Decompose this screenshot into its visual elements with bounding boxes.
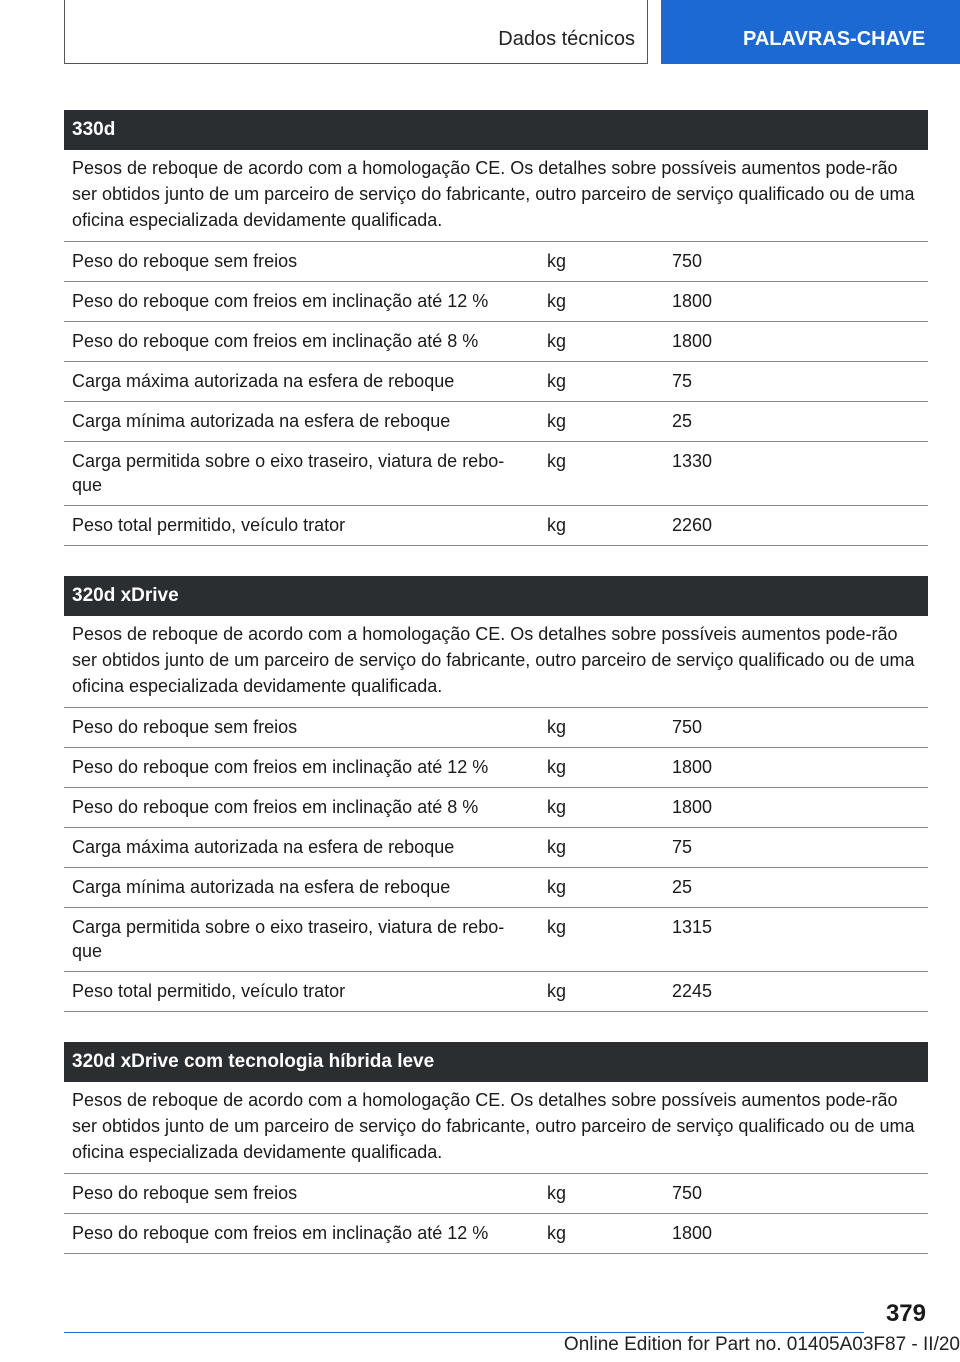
row-value: 1800 xyxy=(672,291,713,311)
table-row xyxy=(64,1174,928,1214)
table-row xyxy=(64,442,928,506)
footer-edition: Online Edition for Part no. 01405A03F87 - II/20 xyxy=(563,1334,960,1355)
row-label: Peso do reboque sem freios xyxy=(72,251,298,271)
table-row xyxy=(64,1214,928,1254)
table-row xyxy=(64,868,928,908)
row-label: Carga permitida sobre o eixo traseiro, viatura de rebo‐que xyxy=(72,451,505,495)
row-value: 750 xyxy=(672,251,703,271)
section-title: 320d xDrive xyxy=(64,576,928,616)
row-unit: kg xyxy=(547,451,567,471)
row-unit: kg xyxy=(547,1223,567,1243)
table-row xyxy=(64,402,928,442)
table-row xyxy=(64,908,928,972)
row-label: Peso do reboque com freios em inclinação até 12 % xyxy=(72,1223,489,1243)
row-value: 1315 xyxy=(672,917,713,937)
row-unit: kg xyxy=(547,917,567,937)
content xyxy=(64,110,928,1284)
row-unit: kg xyxy=(547,291,567,311)
table-row xyxy=(64,282,928,322)
row-value: 2260 xyxy=(672,515,713,535)
row-value: 1800 xyxy=(672,1223,713,1243)
row-value: 25 xyxy=(672,877,693,897)
section-title: 330d xyxy=(64,110,928,150)
row-unit: kg xyxy=(547,757,567,777)
table-row xyxy=(64,748,928,788)
section-330d xyxy=(64,110,928,546)
page-number: 379 xyxy=(885,1300,926,1327)
table-row xyxy=(64,828,928,868)
row-unit: kg xyxy=(547,797,567,817)
section-title: 320d xDrive com tecnologia híbrida leve xyxy=(64,1042,928,1082)
row-value: 75 xyxy=(672,371,693,391)
row-unit: kg xyxy=(547,371,567,391)
row-label: Peso do reboque com freios em inclinação até 12 % xyxy=(72,291,489,311)
table-row xyxy=(64,972,928,1012)
row-unit: kg xyxy=(547,411,567,431)
row-label: Peso do reboque sem freios xyxy=(72,1183,298,1203)
row-unit: kg xyxy=(547,251,567,271)
row-label: Peso do reboque com freios em inclinação até 8 % xyxy=(72,797,479,817)
row-unit: kg xyxy=(547,717,567,737)
row-label: Peso do reboque com freios em inclinação até 12 % xyxy=(72,757,489,777)
row-label: Peso total permitido, veículo trator xyxy=(72,515,346,535)
row-value: 75 xyxy=(672,837,693,857)
row-unit: kg xyxy=(547,981,567,1001)
header-section-box xyxy=(64,0,648,64)
row-value: 1800 xyxy=(672,331,713,351)
row-value: 25 xyxy=(672,411,693,431)
row-value: 2245 xyxy=(672,981,713,1001)
section-description: Pesos de reboque de acordo com a homologação CE. Os detalhes sobre possíveis aumentos pode‐rão ser obtidos junto de um parceiro de serviço do fabricante, outro parceiro de serviço qualificado ou de uma oficina especializada devidamente qualificada. xyxy=(64,616,928,708)
table-row xyxy=(64,788,928,828)
row-unit: kg xyxy=(547,837,567,857)
table-row xyxy=(64,242,928,282)
row-label: Peso do reboque com freios em inclinação até 8 % xyxy=(72,331,479,351)
section-description: Pesos de reboque de acordo com a homologação CE. Os detalhes sobre possíveis aumentos pode‐rão ser obtidos junto de um parceiro de serviço do fabricante, outro parceiro de serviço qualificado ou de uma oficina especializada devidamente qualificada. xyxy=(64,150,928,242)
row-value: 750 xyxy=(672,717,703,737)
row-unit: kg xyxy=(547,515,567,535)
row-unit: kg xyxy=(547,1183,567,1203)
row-label: Peso do reboque sem freios xyxy=(72,717,298,737)
row-label: Carga permitida sobre o eixo traseiro, viatura de rebo‐que xyxy=(72,917,505,961)
table-row xyxy=(64,362,928,402)
row-value: 750 xyxy=(672,1183,703,1203)
section-description: Pesos de reboque de acordo com a homologação CE. Os detalhes sobre possíveis aumentos pode‐rão ser obtidos junto de um parceiro de serviço do fabricante, outro parceiro de serviço qualificado ou de uma oficina especializada devidamente qualificada. xyxy=(64,1082,928,1174)
table-row xyxy=(64,506,928,546)
row-value: 1800 xyxy=(672,797,713,817)
table-row xyxy=(64,708,928,748)
section-320d-xdrive xyxy=(64,576,928,1012)
row-label: Carga máxima autorizada na esfera de reboque xyxy=(72,837,455,857)
row-label: Carga mínima autorizada na esfera de reboque xyxy=(72,877,451,897)
row-label: Peso total permitido, veículo trator xyxy=(72,981,346,1001)
row-value: 1330 xyxy=(672,451,713,471)
section-320d-xdrive-hybrid xyxy=(64,1042,928,1254)
footer-divider xyxy=(64,1332,864,1333)
table-row xyxy=(64,322,928,362)
header-section-label: Dados técnicos xyxy=(498,28,635,50)
row-label: Carga mínima autorizada na esfera de reboque xyxy=(72,411,451,431)
row-unit: kg xyxy=(547,331,567,351)
row-unit: kg xyxy=(547,877,567,897)
row-value: 1800 xyxy=(672,757,713,777)
row-label: Carga máxima autorizada na esfera de reboque xyxy=(72,371,455,391)
keywords-tab[interactable]: PALAVRAS-CHAVE xyxy=(661,0,960,64)
